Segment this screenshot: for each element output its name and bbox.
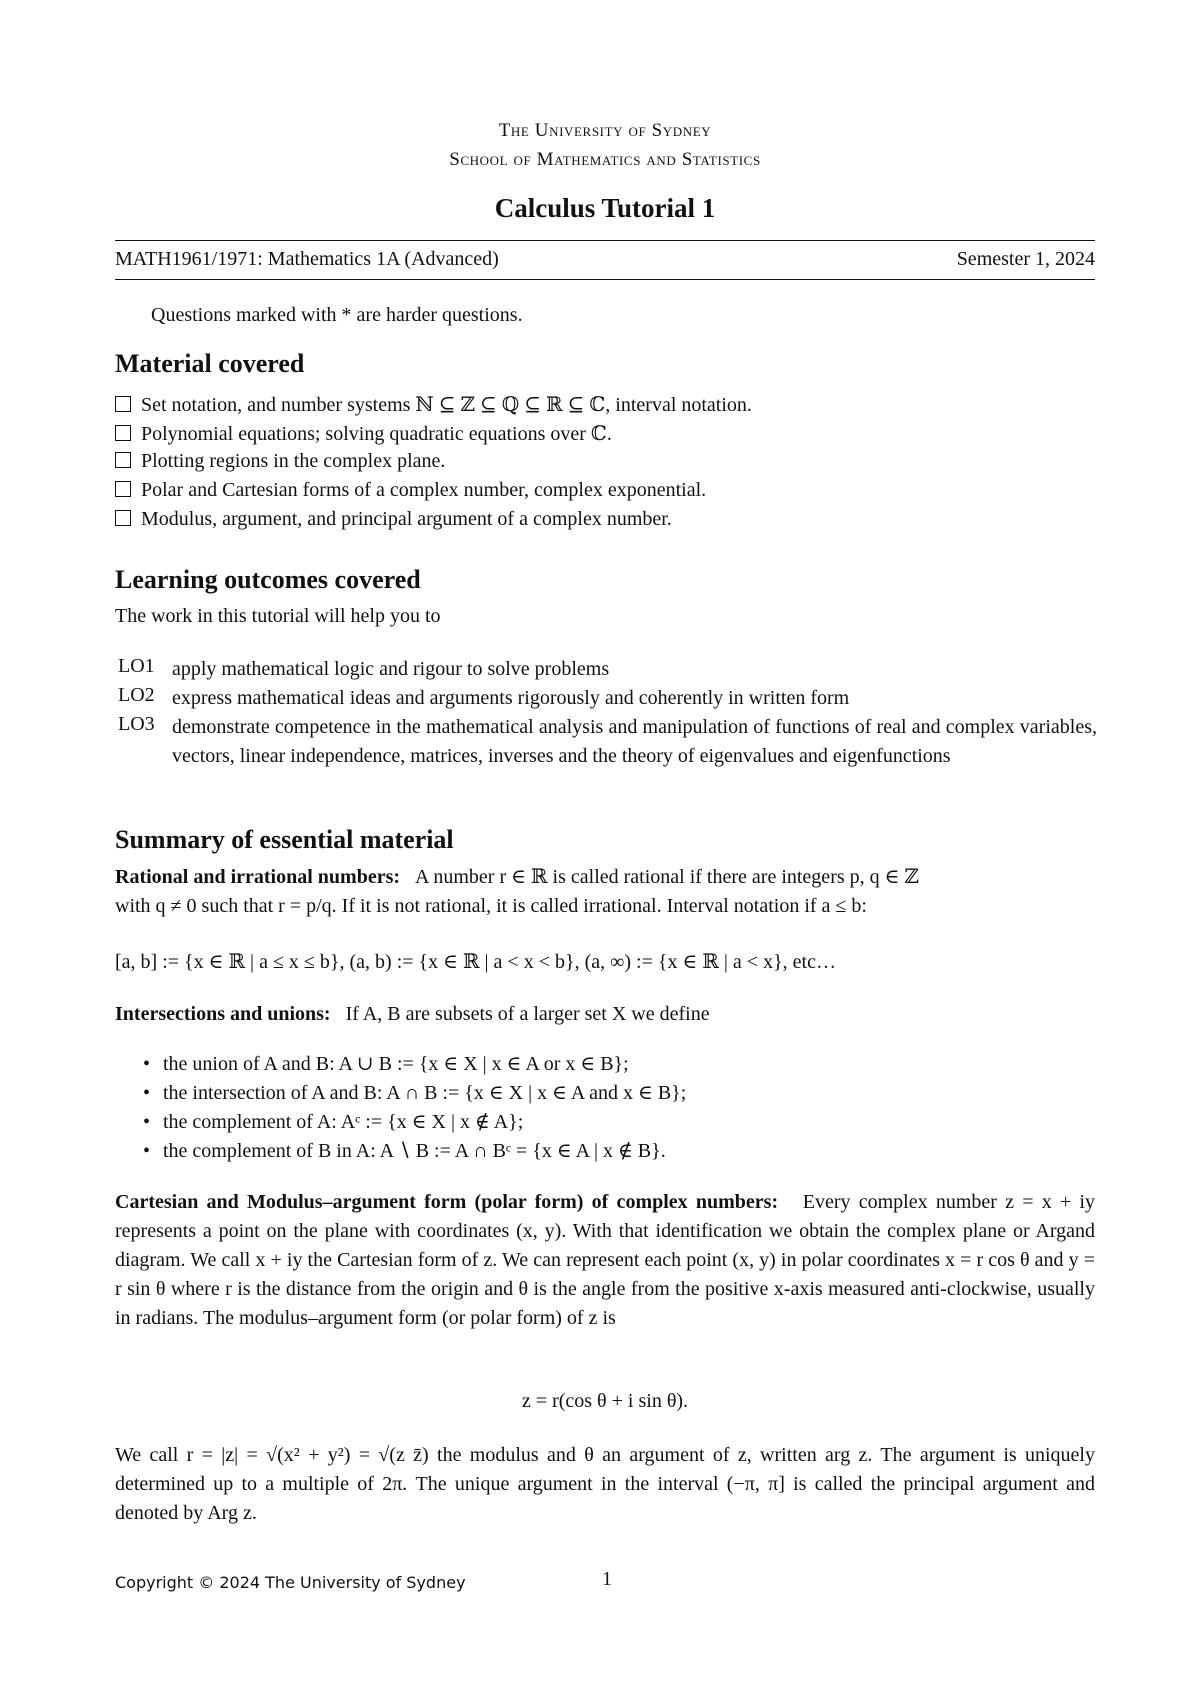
summary-heading: Summary of essential material bbox=[115, 825, 454, 854]
set-bullet bbox=[143, 1080, 686, 1105]
set-bullet bbox=[143, 1051, 629, 1076]
checkbox-icon bbox=[115, 481, 131, 497]
bottom-rule bbox=[115, 279, 1095, 280]
polar-equation: z = r(cos θ + i sin θ). bbox=[521, 1390, 689, 1412]
material-item bbox=[115, 479, 706, 502]
polar-text: Every complex number z = x + iy represents a point on the plane with coordinates (x, y). With that identification we obtain the complex plane or Argand diagram. We call x + iy the Cartesian form of z. We can represent each point (x, y) in polar coordinates x = r cos θ and y = r sin θ where r is the distance from the origin and θ is the angle from the positive x-axis measured anti-clockwise, usually in radians. The modulus–argument form (or polar form) of z is bbox=[115, 1191, 1095, 1329]
outcome-text: express mathematical ideas and arguments rigorously and coherently in written form bbox=[172, 687, 850, 709]
rational-label: Rational and irrational numbers: bbox=[115, 866, 401, 888]
material-item bbox=[115, 450, 445, 473]
material-item-text: Polar and Cartesian forms of a complex number, complex exponential. bbox=[141, 479, 707, 501]
bullet-icon: • bbox=[143, 1140, 151, 1162]
outcomes-heading: Learning outcomes covered bbox=[115, 565, 421, 594]
outcomes-lead: The work in this tutorial will help you to bbox=[115, 605, 441, 627]
rational-paragraph bbox=[115, 863, 1095, 921]
course-line bbox=[115, 248, 1095, 271]
intro-note: Questions marked with * are harder questions. bbox=[151, 304, 523, 326]
outcome-code: LO2 bbox=[118, 684, 155, 706]
checkbox-icon bbox=[115, 396, 131, 412]
polar-label: Cartesian and Modulus–argument form (polar form) of complex numbers: bbox=[115, 1191, 779, 1213]
set-bullet-text: the union of A and B: A ∪ B := {x ∈ X | x ∈ A or x ∈ B}; bbox=[163, 1053, 629, 1075]
university-name: The University of Sydney bbox=[498, 120, 712, 141]
checkbox-icon bbox=[115, 452, 131, 468]
set-bullet bbox=[143, 1138, 666, 1163]
material-item-text: Polynomial equations; solving quadratic equations over ℂ. bbox=[141, 423, 612, 445]
material-item bbox=[115, 421, 612, 446]
outcome-code: LO1 bbox=[118, 655, 155, 677]
outcome-code: LO3 bbox=[118, 713, 155, 735]
set-bullet-text: the complement of B in A: A ∖ B := A ∩ Bᶜ = {x ∈ A | x ∉ B}. bbox=[163, 1140, 666, 1162]
bullet-icon: • bbox=[143, 1082, 151, 1104]
bullet-icon: • bbox=[143, 1111, 151, 1133]
school-name: School of Mathematics and Statistics bbox=[449, 149, 761, 170]
material-item-text: Modulus, argument, and principal argument of a complex number. bbox=[141, 508, 672, 530]
bullet-icon: • bbox=[143, 1053, 151, 1075]
copyright: Copyright © 2024 The University of Sydney bbox=[115, 1573, 466, 1592]
top-rule bbox=[115, 240, 1095, 241]
set-bullet-text: the complement of A: Aᶜ := {x ∈ X | x ∉ A}; bbox=[163, 1111, 524, 1133]
material-heading: Material covered bbox=[115, 349, 305, 378]
checkbox-icon bbox=[115, 425, 131, 441]
course-code: MATH1961/1971: Mathematics 1A (Advanced) bbox=[115, 248, 499, 270]
page-title: Calculus Tutorial 1 bbox=[494, 193, 716, 223]
polar-paragraph bbox=[115, 1188, 1095, 1333]
sets-text: If A, B are subsets of a larger set X we define bbox=[345, 1003, 710, 1025]
set-bullet bbox=[143, 1109, 523, 1134]
material-item bbox=[115, 508, 672, 531]
material-item-text: Set notation, and number systems ℕ ⊆ ℤ ⊆ ℚ ⊆ ℝ ⊆ ℂ, interval notation. bbox=[141, 394, 752, 416]
interval-equation: [a, b] := {x ∈ ℝ | a ≤ x ≤ b}, (a, b) := {x ∈ ℝ | a < x < b}, (a, ∞) := {x ∈ ℝ | a < x}, etc… bbox=[115, 951, 836, 973]
checkbox-icon bbox=[115, 510, 131, 526]
modulus-paragraph: We call r = |z| = √(x² + y²) = √(z z̄) the modulus and θ an argument of z, written arg z. The argument is uniquely determined up to a multiple of 2π. The unique argument in the interval (−π, π] is called the principal argument and denoted by Arg z. bbox=[115, 1444, 1095, 1524]
rational-text-1: A number r ∈ ℝ is called rational if there are integers p, q ∈ ℤ bbox=[415, 866, 920, 888]
material-item-text: Plotting regions in the complex plane. bbox=[141, 450, 446, 472]
outcome-text: apply mathematical logic and rigour to solve problems bbox=[172, 658, 610, 680]
sets-label: Intersections and unions: bbox=[115, 1003, 331, 1025]
sets-paragraph bbox=[115, 1000, 1095, 1029]
set-bullet-text: the intersection of A and B: A ∩ B := {x ∈ X | x ∈ A and x ∈ B}; bbox=[163, 1082, 687, 1104]
material-item bbox=[115, 392, 752, 417]
semester: Semester 1, 2024 bbox=[956, 248, 1095, 270]
page-number: 1 bbox=[602, 1568, 612, 1590]
rational-text-2: with q ≠ 0 such that r = p/q. If it is not rational, it is called irrational. Interval notation if a ≤ b: bbox=[115, 895, 867, 917]
outcome-text: demonstrate competence in the mathematical analysis and manipulation of functions of real and complex variables, vectors, linear independence, matrices, inverses and the theory of eigenvalues and eigenfunctions bbox=[172, 716, 1097, 767]
